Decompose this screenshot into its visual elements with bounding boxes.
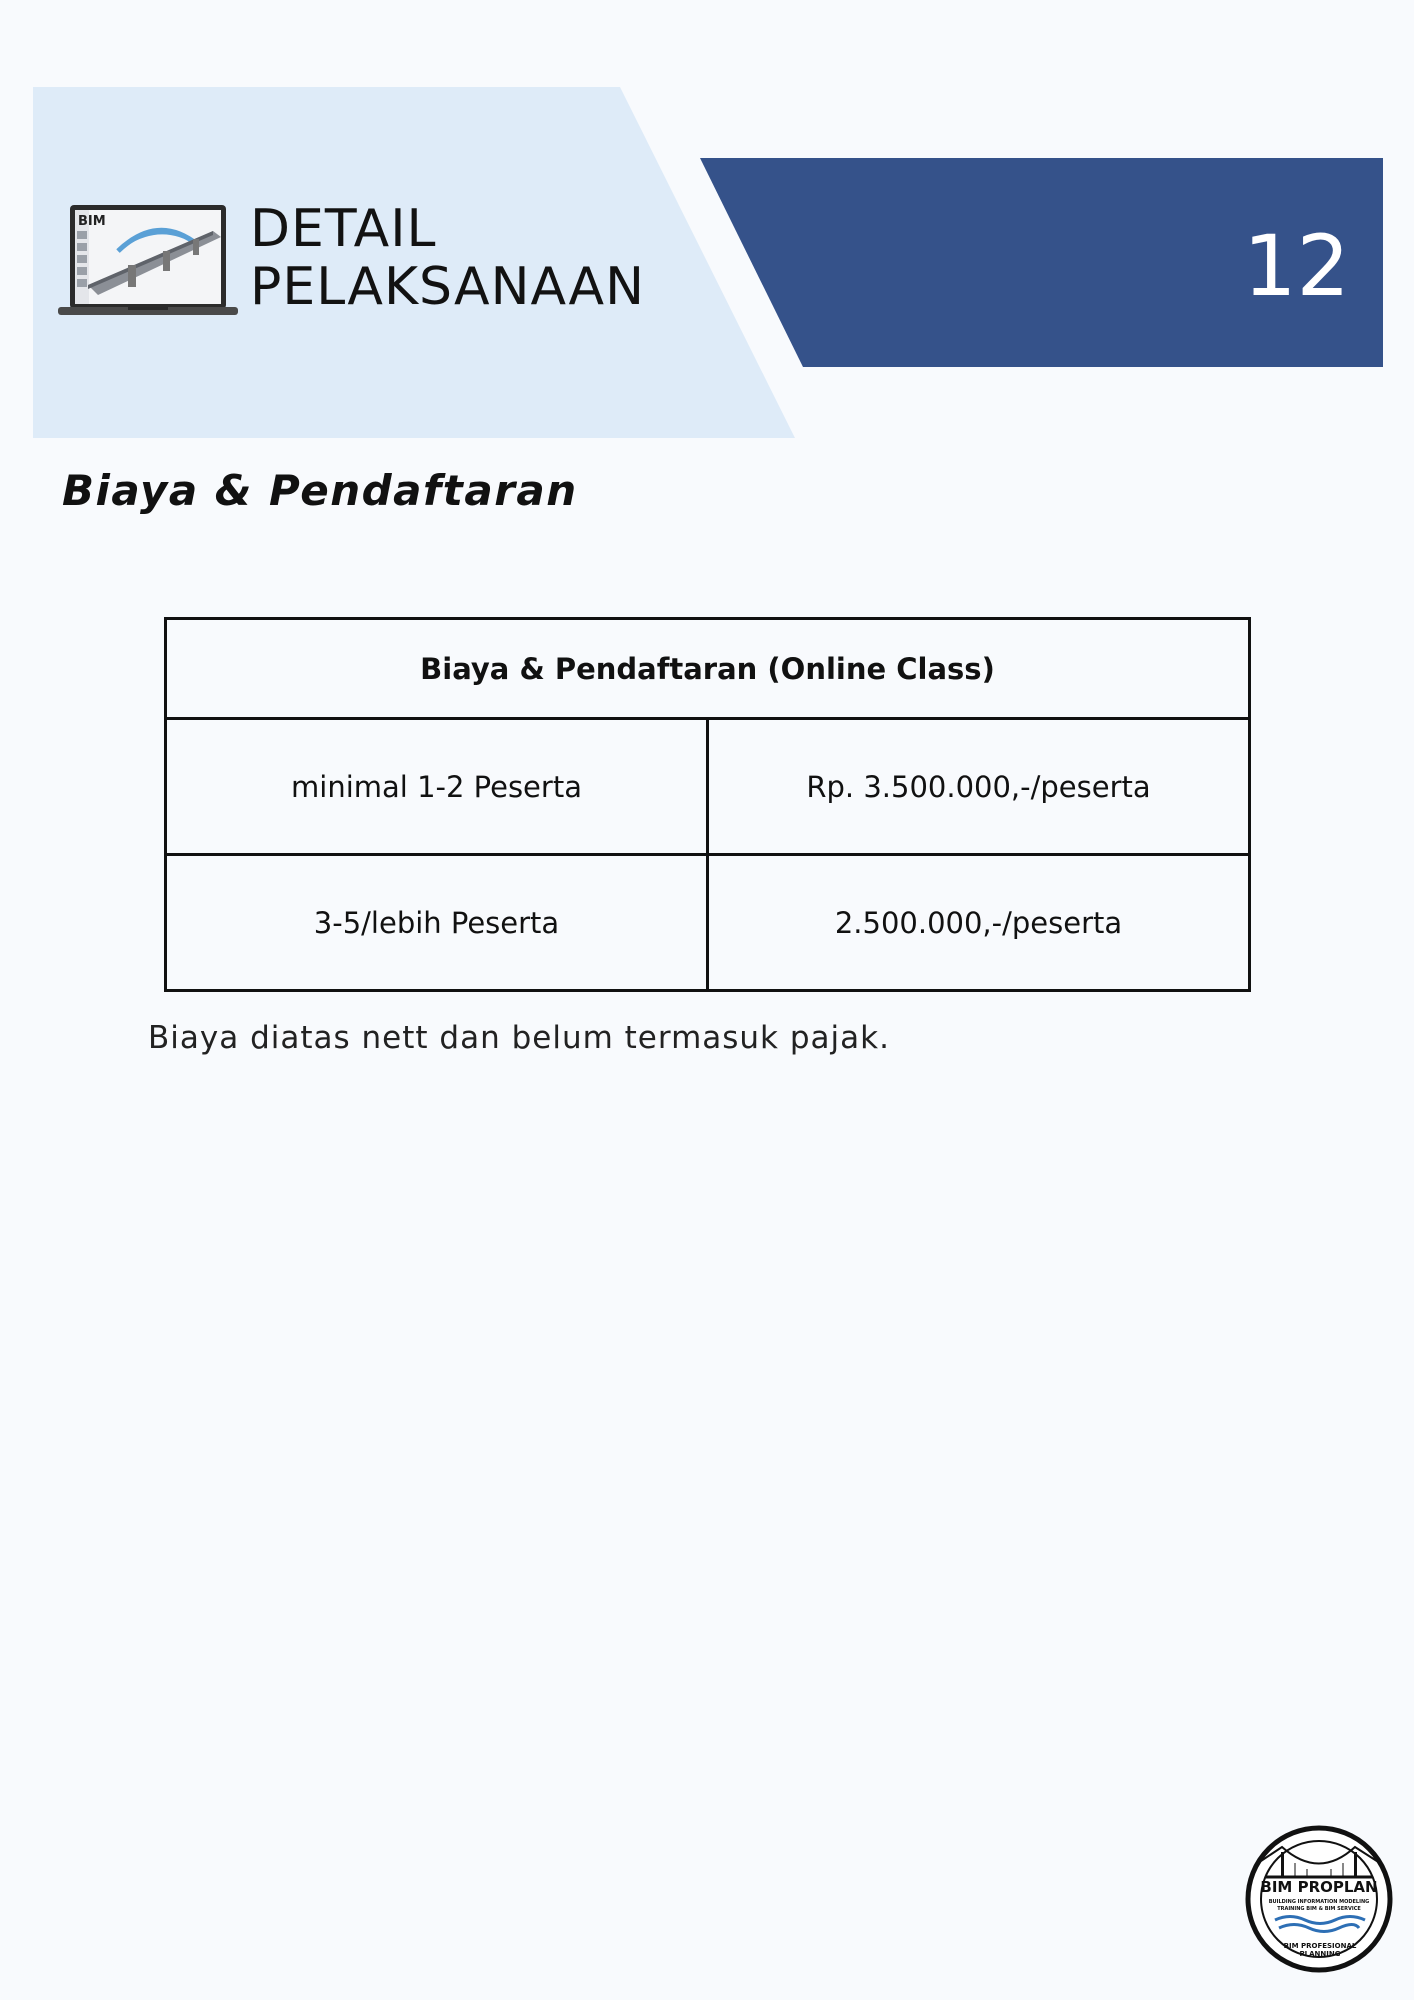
page-title-line2: PELAKSANAAN [250, 257, 645, 317]
fee-table-header-row [166, 619, 1250, 719]
page-number: 12 [1243, 217, 1350, 315]
fee-note: Biaya diatas nett dan belum termasuk pajak. [148, 1020, 890, 1056]
fee-table [164, 617, 1251, 992]
participants-cell: minimal 1-2 Peserta [166, 719, 708, 855]
logo-subtitle-line1: BUILDING INFORMATION MODELING [1268, 1899, 1370, 1905]
page-title-line1: DETAIL [250, 199, 437, 259]
fee-table-header: Biaya & Pendaftaran (Online Class) [166, 619, 1250, 719]
table-row [166, 855, 1250, 991]
section-heading: Biaya & Pendaftaran [62, 466, 578, 515]
participants-cell: 3-5/lebih Peserta [166, 855, 708, 991]
laptop-bridge-icon [58, 203, 238, 321]
svg-text:BIM: BIM [78, 214, 106, 229]
logo-ring-text: BIM PROFESIONAL PLANNING [1283, 1942, 1357, 1958]
table-row [166, 719, 1250, 855]
logo-subtitle [1262, 1899, 1376, 1913]
logo-name: BIM PROPLAN [1260, 1878, 1378, 1896]
page-title [250, 200, 645, 316]
logo-subtitle-line2: TRAINING BIM & BIM SERVICE [1277, 1906, 1361, 1912]
price-cell: Rp. 3.500.000,-/peserta [708, 719, 1250, 855]
price-cell: 2.500.000,-/peserta [708, 855, 1250, 991]
